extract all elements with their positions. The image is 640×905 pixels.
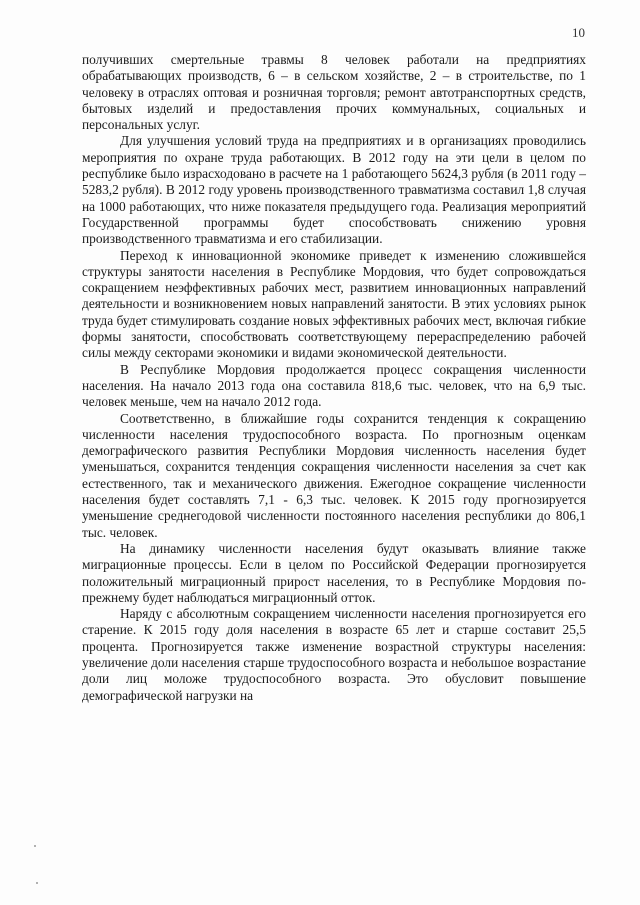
paragraph-working-age-trend: Соответственно, в ближайшие годы сохранится тенденция к сокращению численности населения трудоспособного возраста. По прогнозным оценкам демографического развития Республики Мордовия численность населения будет уменьшаться, сохранится тенденция сокращения численности населения за счет как естественного, так и механического движения. Ежегодное сокращение численности населения будет составлять 7,1 - 6,3 тыс. человек. К 2015 году прогнозируется уменьшение среднегодовой численности постоянного населения республики до 806,1 тыс. человек. [82, 410, 586, 540]
paragraph-continuation: получивших смертельные травмы 8 человек работали на предприятиях обрабатывающих производств, 6 – в сельском хозяйстве, 2 – в строительстве, по 1 человеку в отраслях оптовая и розничная торговля; ремонт автотранспортных средств, бытовых изделий и предоставления прочих коммунальных, социальных и персональных услуг. [82, 52, 586, 133]
paragraph-population-aging: Наряду с абсолютным сокращением численности населения прогнозируется его старение. К 2015 году доля населения в возрасте 65 лет и старше составит 25,5 процента. Прогнозируется также изменение возрастной структуры населения: увеличение доли населения старше трудоспособного возраста и небольшое возрастание доли лиц моложе трудоспособного возраста. Это обусловит повышение демографической нагрузки на [82, 606, 586, 703]
scan-artifact [36, 882, 38, 884]
paragraph-innovation-economy: Переход к инновационной экономике приведет к изменению сложившейся структуры занятости населения в Республике Мордовия, что будет сопровождаться сокращением неэффективных рабочих мест, развитием инновационных направлений деятельности и возникновением новых направлений занятости. В этих условиях рынок труда будет стимулировать создание новых эффективных рабочих мест, включая гибкие формы занятости, способствовать соответствующему перераспределению рабочей силы между секторами экономики и видами экономической деятельности. [82, 247, 586, 361]
body-text [82, 52, 586, 704]
paragraph-labor-safety: Для улучшения условий труда на предприятиях и в организациях проводились мероприятия по охране труда работающих. В 2012 году на эти цели в целом по республике было израсходовано в расчете на 1 работающего 5624,3 рубля (в 2011 году – 5283,2 рубля). В 2012 году уровень производственного травматизма составил 1,8 случая на 1000 работающих, что ниже показателя предыдущего года. Реализация мероприятий Государственной программы будет способствовать снижению уровня производственного травматизма и его стабилизации. [82, 133, 586, 247]
paragraph-population-decline: В Республике Мордовия продолжается процесс сокращения численности населения. На начало 2013 года она составила 818,6 тыс. человек, что на 6,9 тыс. человек меньше, чем на начало 2012 года. [82, 361, 586, 410]
paragraph-migration: На динамику численности населения будут оказывать влияние также миграционные процессы. Если в целом по Российской Федерации прогнозируется положительный миграционный прирост населения, то в Республике Мордовия по-прежнему будет наблюдаться миграционный отток. [82, 540, 586, 605]
scan-artifact [34, 845, 36, 847]
page-number: 10 [572, 25, 585, 40]
